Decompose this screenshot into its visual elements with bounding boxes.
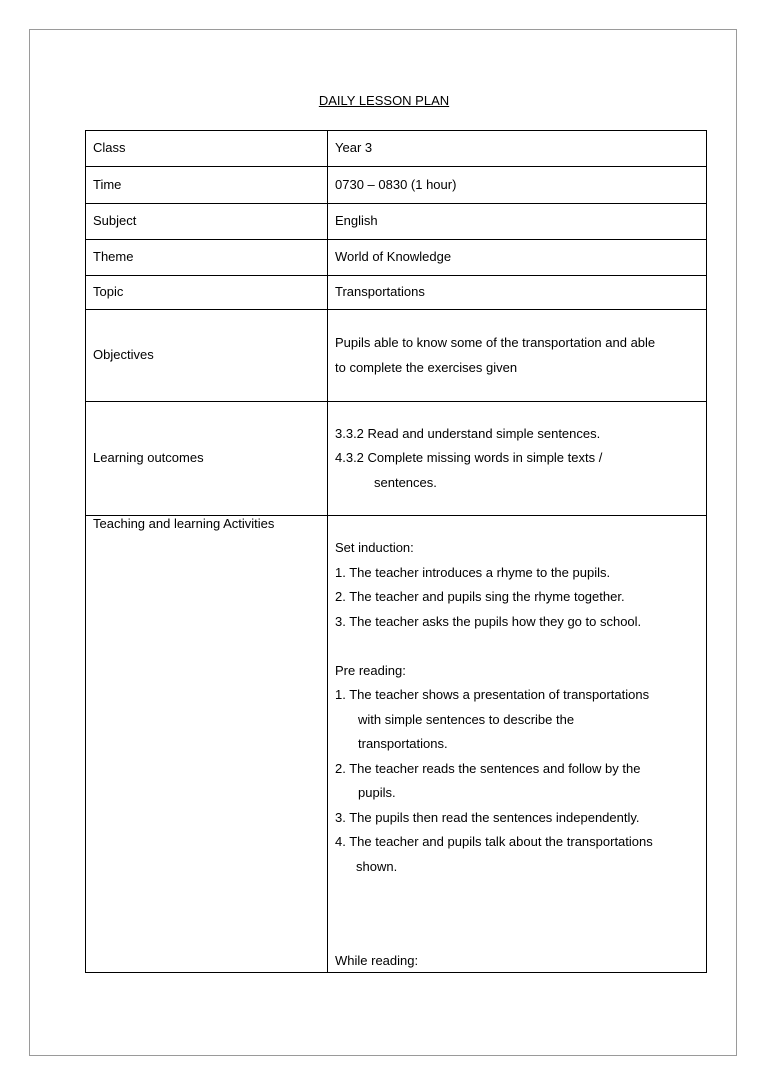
spacer — [335, 904, 699, 929]
pre-reading-line: 3. The pupils then read the sentences independently. — [335, 809, 640, 825]
table-row-theme — [86, 240, 707, 276]
pre-reading-heading: Pre reading: — [335, 662, 406, 678]
subject-label: Subject — [86, 204, 328, 240]
table-row-outcomes — [86, 402, 707, 516]
pre-reading-line: 2. The teacher reads the sentences and follow by the — [335, 760, 641, 776]
time-label: Time — [86, 167, 328, 204]
spacer — [335, 879, 699, 904]
set-induction-heading: Set induction: — [335, 540, 414, 555]
class-label: Class — [86, 131, 328, 167]
objectives-value — [328, 310, 707, 402]
topic-value: Transportations — [328, 276, 707, 310]
table-row-subject — [86, 204, 707, 240]
while-reading-heading: While reading: — [335, 952, 419, 968]
table-row-topic — [86, 276, 707, 310]
set-induction-item: 1. The teacher introduces a rhyme to the pupils. — [335, 564, 611, 580]
pre-reading-line: pupils. — [358, 785, 396, 800]
activities-label-text: Teaching and learning Activities — [93, 516, 275, 531]
table-row-objectives — [86, 310, 707, 402]
theme-value: World of Knowledge — [328, 240, 707, 276]
table-row-class — [86, 131, 707, 167]
pre-reading-line: 4. The teacher and pupils talk about the transportations — [335, 834, 653, 849]
set-induction-item: 3. The teacher asks the pupils how they go to school. — [335, 613, 642, 629]
theme-label: Theme — [86, 240, 328, 276]
pre-reading-line: transportations. — [358, 736, 448, 751]
document-title: DAILY LESSON PLAN — [318, 93, 450, 108]
spacer — [335, 928, 699, 953]
time-value: 0730 – 0830 (1 hour) — [328, 167, 707, 204]
lesson-plan-table — [85, 130, 707, 973]
table-row-activities — [86, 516, 707, 973]
outcomes-label: Learning outcomes — [86, 402, 328, 516]
subject-value: English — [328, 204, 707, 240]
pre-reading-line: with simple sentences to describe the — [358, 711, 575, 727]
objectives-label: Objectives — [86, 310, 328, 402]
outcomes-value — [328, 402, 707, 516]
set-induction-item: 2. The teacher and pupils sing the rhyme together. — [335, 589, 625, 604]
objectives-line: to complete the exercises given — [335, 359, 518, 375]
spacer — [335, 634, 699, 659]
pre-reading-line: 1. The teacher shows a presentation of transportations — [335, 687, 650, 702]
objectives-line: Pupils able to know some of the transportation and able — [335, 335, 656, 350]
activities-value — [328, 516, 707, 973]
topic-label: Topic — [86, 276, 328, 310]
outcome-line: sentences. — [374, 474, 437, 490]
outcome-line: 3.3.2 Read and understand simple sentences. — [335, 425, 601, 441]
activities-label — [86, 516, 328, 973]
class-value: Year 3 — [328, 131, 707, 167]
outcome-line: 4.3.2 Complete missing words in simple texts / — [335, 450, 603, 466]
table-row-time — [86, 167, 707, 204]
pre-reading-line: shown. — [356, 858, 398, 874]
